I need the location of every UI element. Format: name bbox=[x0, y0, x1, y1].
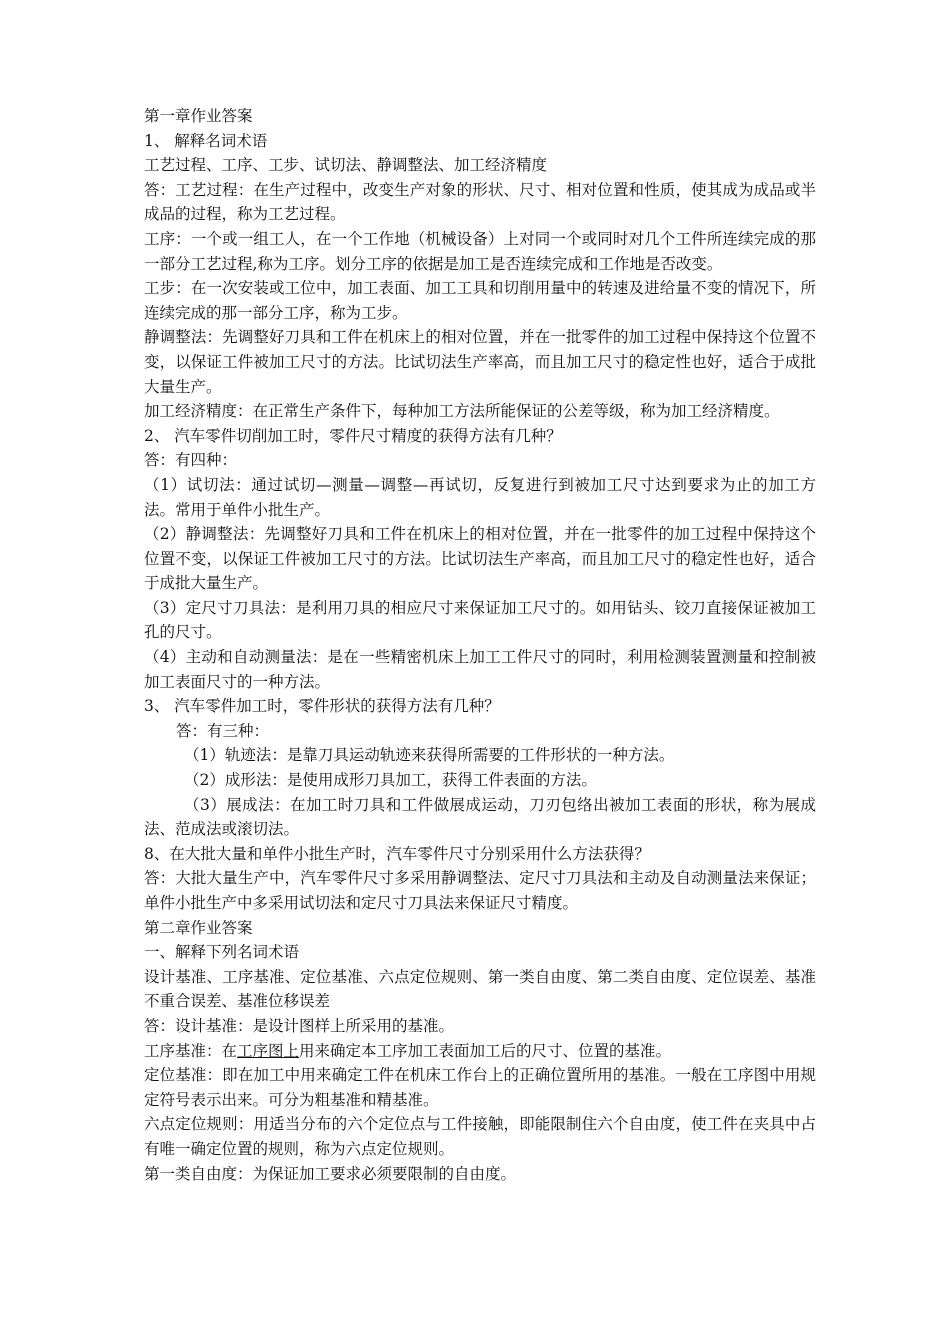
term-list: 设计基准、工序基准、定位基准、六点定位规则、第一类自由度、第二类自由度、定位误差、基准不重合误差、基准位移误差 bbox=[144, 967, 816, 1011]
answer-paragraph: 答：有三种： bbox=[176, 721, 270, 740]
answer-item: （3）定尺寸刀具法：是利用刀具的相应尺寸来保证加工尺寸的。如用钻头、铰刀直接保证被加工孔的尺寸。 bbox=[144, 598, 816, 642]
question-2-heading: 2、 汽车零件切削加工时，零件尺寸精度的获得方法有几种？ bbox=[144, 426, 562, 445]
answer-item: （1）轨迹法：是靠刀具运动轨迹来获得所需要的工件形状的一种方法。 bbox=[184, 746, 675, 765]
answer-item: （2）成形法：是使用成形刀具加工，获得工件表面的方法。 bbox=[184, 771, 597, 790]
answer-paragraph: 答：有四种： bbox=[144, 451, 238, 470]
definition-paragraph: 工步：在一次安装或工位中，加工表面、加工工具和切削用量中的转速及进给量不变的情况下，所连续完成的那一部分工序，称为工步。 bbox=[144, 279, 816, 322]
definition-paragraph: 定位基准：即在加工中用来确定工件在机床工作台上的正确位置所用的基准。一般在工序图中用规定符号表示出来。可分为粗基准和精基准。 bbox=[144, 1066, 816, 1109]
text-run: 工序基准：在 bbox=[144, 1041, 238, 1060]
definition-paragraph: 加工经济精度：在正常生产条件下，每种加工方法所能保证的公差等级，称为加工经济精度。 bbox=[144, 402, 780, 421]
question-8-heading: 8、在大批大量和单件小批生产时，汽车零件尺寸分别采用什么方法获得？ bbox=[144, 844, 650, 863]
section-heading: 一、解释下列名词术语 bbox=[144, 943, 300, 962]
question-1-heading: 1、 解释名词术语 bbox=[144, 131, 268, 150]
definition-paragraph: 六点定位规则：用适当分布的六个定位点与工件接触，即能限制住六个自由度，使工件在夹具中占有唯一确定位置的规则，称为六点定位规则。 bbox=[144, 1115, 816, 1158]
chapter-2-heading: 第二章作业答案 bbox=[144, 918, 253, 937]
definition-paragraph: 工序：一个或一组工人，在一个工作地（机械设备）上对同一个或同时对几个工件所连续完成的那一部分工艺过程,称为工序。划分工序的依据是加工是否连续完成和工作地是否改变。 bbox=[144, 229, 816, 273]
answer-paragraph: 答：设计基准：是设计图样上所采用的基准。 bbox=[144, 1016, 455, 1035]
answer-item: （4）主动和自动测量法：是在一些精密机床上加工工件尺寸的同时，利用检测装置测量和控制被加工表面尺寸的一种方法。 bbox=[144, 648, 816, 691]
term-list: 工艺过程、工序、工步、试切法、静调整法、加工经济精度 bbox=[144, 156, 548, 175]
answer-item: （2）静调整法：先调整好刀具和工件在机床上的相对位置，并在一批零件的加工过程中保持这个位置不变，以保证工件被加工尺寸的方法。比试切法生产率高，而且加工尺寸的稳定性也好，适合于成批大量生产。 bbox=[144, 525, 816, 593]
underlined-term: 工序图上 bbox=[237, 1041, 300, 1060]
answer-item: （3）展成法：在加工时刀具和工件做展成运动，刀刃包络出被加工表面的形状，称为展成法、范成法或滚切法。 bbox=[144, 795, 816, 839]
definition-paragraph: 第一类自由度：为保证加工要求必须要限制的自由度。 bbox=[144, 1164, 517, 1183]
answer-paragraph: 答：大批大量生产中，汽车零件尺寸多采用静调整法、定尺寸刀具法和主动及自动测量法来保证；单件小批生产中多采用试切法和定尺寸刀具法来保证尺寸精度。 bbox=[144, 869, 816, 912]
text-run: 用来确定本工序加工表面加工后的尺寸、位置的基准。 bbox=[299, 1041, 672, 1060]
question-3-heading: 3、 汽车零件加工时，零件形状的获得方法有几种？ bbox=[144, 697, 500, 716]
chapter-1-heading: 第一章作业答案 bbox=[144, 107, 253, 125]
definition-paragraph bbox=[144, 1039, 816, 1064]
definition-paragraph: 静调整法：先调整好刀具和工件在机床上的相对位置，并在一批零件的加工过程中保持这个位置不变，以保证工件被加工尺寸的方法。比试切法生产率高，而且加工尺寸的稳定性也好，适合于成批大量生产。 bbox=[144, 328, 816, 396]
answer-item: （1）试切法：通过试切—测量—调整—再试切，反复进行到被加工尺寸达到要求为止的加工方法。常用于单件小批生产。 bbox=[144, 475, 816, 519]
answer-paragraph: 答：工艺过程：在生产过程中，改变生产对象的形状、尺寸、相对位置和性质，使其成为成品或半成品的过程，称为工艺过程。 bbox=[144, 180, 816, 224]
document-body bbox=[144, 104, 816, 1186]
